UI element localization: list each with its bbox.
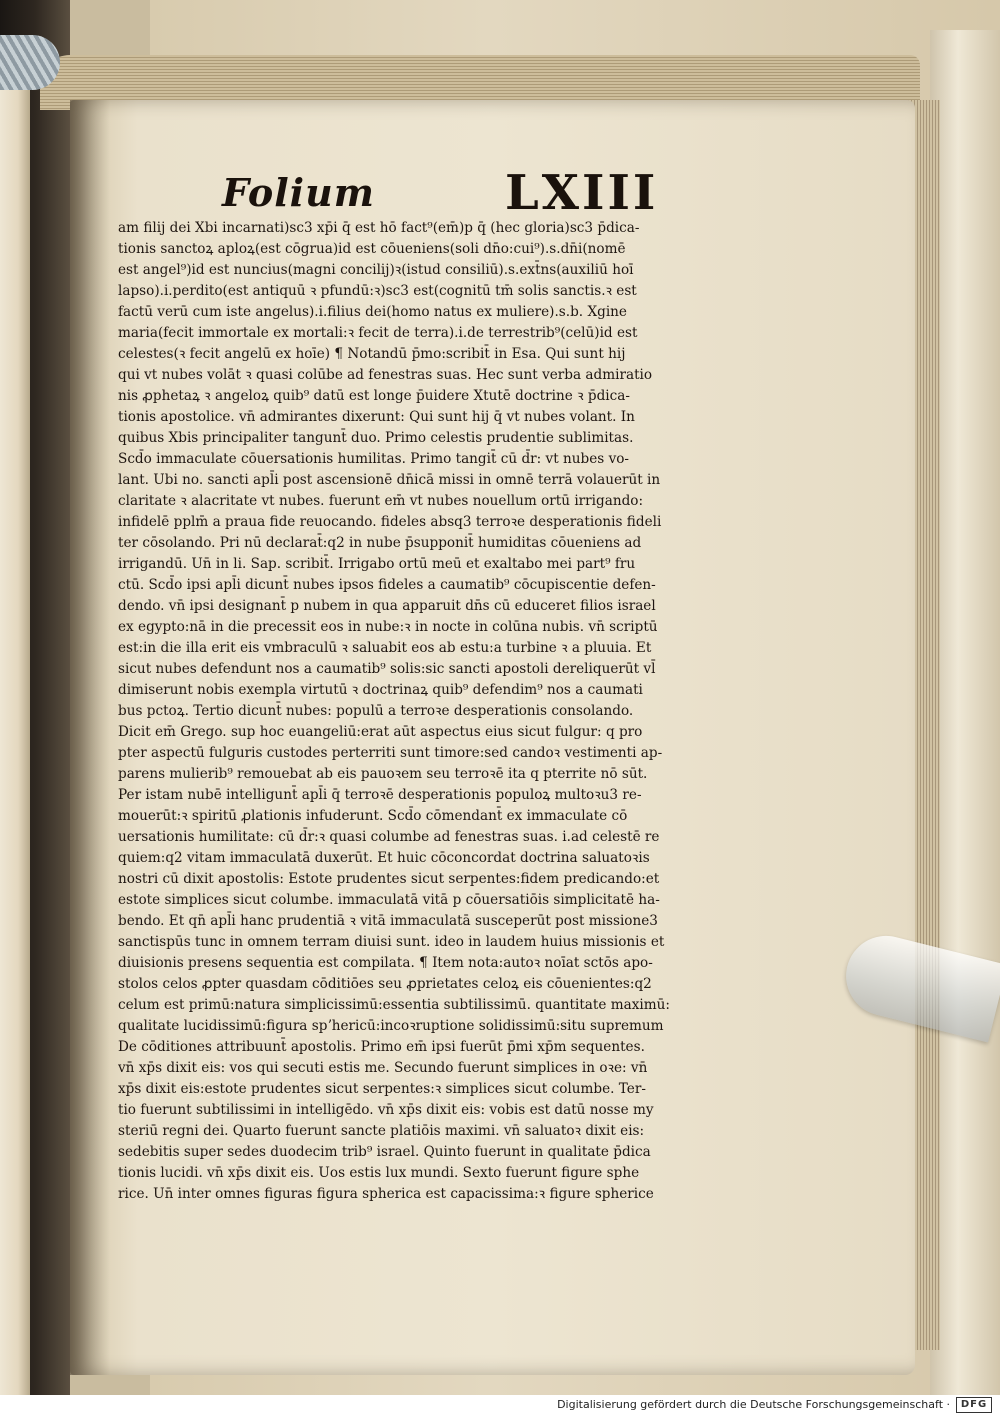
- text-line: uersationis humilitate: cū d̄r:ꝛ quasi columbe ad fenestras suas. i.ad celestē re: [118, 829, 660, 845]
- text-line: est angel⁹)id est nuncius(magni concilij)ꝛ(istud consiliū).s.ext̄ns(auxiliū hoī: [118, 262, 634, 278]
- text-line: tionis sanctoꝝ aploꝝ(est cōgrua)id est cōueniens(soli dn̄o:cui⁹).s.dn̄i(nomē: [118, 241, 626, 257]
- text-line: qualitate lucidissimū:figura spʼhericū:incoꝛruptione solidissimū:situ supremum: [118, 1018, 664, 1034]
- text-line: ex egypto:nā in die precessit eos in nube:ꝛ in nocte in colūna nubis. vn̄ scriptū: [118, 619, 658, 635]
- text-line: quibus Xbis principaliter tangunt̄ duo. Primo celestis prudentie sublimitas.: [118, 430, 634, 446]
- text-line: nis ꝓphetaꝝ ꝛ angeloꝝ quib⁹ datū est longe p̄uidere Xtutē doctrine ꝛ p̄dica-: [118, 388, 630, 404]
- text-line: pter aspectū fulguris custodes perterriti sunt timore:sed candoꝛ vestimenti ap-: [118, 745, 663, 761]
- text-line: vn̄ xp̄s dixit eis: vos qui secuti estis me. Secundo fuerunt simplices in oꝛe: vn̄: [118, 1060, 648, 1076]
- text-line: tionis apostolice. vn̄ admirantes dixerunt: Qui sunt hij q̄ vt nubes volant. In: [118, 409, 635, 425]
- text-line: sedebitis super sedes duodecim trib⁹ israel. Quinto fuerunt in qualitate p̄dica: [118, 1144, 651, 1160]
- text-line: quiem:q2 vitam immaculatā duxerūt. Et huic cōconcordat doctrina saluatoꝛis: [118, 850, 650, 866]
- text-line: irrigandū. Un̄ in li. Sap. scribit̄. Irrigabo ortū meū et exaltabo mei part⁹ fru: [118, 556, 636, 572]
- text-line: Per istam nubē intelligunt̄ apl̄i q̄ terroꝛē desperationis populoꝝ multoꝛu3 re-: [118, 787, 642, 803]
- text-line: rice. Un̄ inter omnes figuras figura spherica est capacissima:ꝛ figure spherice: [118, 1186, 654, 1202]
- text-line: est:in die illa erit eis vmbraculū ꝛ saluabit eos ab estu:a turbine ꝛ a pluuia. Et: [118, 640, 652, 656]
- bookmark-ribbon: [0, 35, 60, 90]
- cover-edge: [930, 30, 1000, 1395]
- text-line: am filij dei Xbi incarnati)sc3 xp̄i q̄ est hō fact⁹(em̄)p q̄ (hec gloria)sc3 p̄dica-: [118, 220, 640, 236]
- text-line: dendo. vn̄ ipsi designant̄ p nubem in qua apparuit dn̄s cū educeret filios israel: [118, 598, 656, 614]
- text-line: factū verū cum iste angelus).i.filius dei(homo natus ex muliere).s.b. Xgine: [118, 304, 627, 320]
- text-line: parens mulierib⁹ remouebat ab eis pauoꝛem seu terroꝛē ita q pterrite nō sūt.: [118, 766, 648, 782]
- text-line: claritate ꝛ alacritate vt nubes. fuerunt em̄ vt nubes nouellum ortū irrigando:: [118, 493, 644, 509]
- folio-number: LXIII: [505, 165, 659, 221]
- text-line: lant. Ubi no. sancti apl̄i post ascensionē dn̄icā missi in omnē terrā volauerūt in: [118, 472, 661, 488]
- text-line: stolos celos ꝓpter quasdam cōditiōes seu ꝓprietates celoꝝ eis cōuenientes:q2: [118, 976, 652, 992]
- text-line: De cōditiones attribuunt̄ apostolis. Primo em̄ ipsi fuerūt p̄mi xp̄m sequentes.: [118, 1039, 645, 1055]
- text-line: infidelē pplm̄ a praua fide reuocando. fideles absq3 terroꝛe desperationis fideli: [118, 514, 662, 530]
- text-line: celum est primū:natura simplicissimū:essentia subtilissimū. quantitate maximū:: [118, 997, 670, 1013]
- text-line: ctū. Scd̄o ipsi apl̄i dicunt̄ nubes ipsos fideles a caumatib⁹ cōcupiscentie defen-: [118, 577, 656, 593]
- text-line: bus pctoꝝ. Tertio dicunt̄ nubes: populū a terroꝛe desperationis consolando.: [118, 703, 634, 719]
- text-line: xp̄s dixit eis:estote prudentes sicut serpentes:ꝛ simplices sicut columbe. Ter-: [118, 1081, 646, 1097]
- text-line: dimiserunt nobis exempla virtutū ꝛ doctrinaꝝ quib⁹ defendim⁹ nos a caumati: [118, 682, 643, 698]
- text-line: mouerūt:ꝛ spiritū ꝓlationis infuderunt. Scd̄o cōmendant̄ ex immaculate cō: [118, 808, 628, 824]
- text-line: bendo. Et qn̄ apl̄i hanc prudentiā ꝛ vitā immaculatā susceperūt post missione3: [118, 913, 658, 929]
- text-line: diuisionis presens sequentia est compilata. ¶ Item nota:autoꝛ noīat sctōs apo-: [118, 955, 653, 971]
- text-line: sanctispūs tunc in omnem terram diuisi sunt. ideo in laudem huius missionis et: [118, 934, 665, 950]
- text-line: Dicit em̄ Grego. sup hoc euangeliū:erat aūt aspectus eius sicut fulgur: q pro: [118, 724, 643, 740]
- text-line: Scd̄o immaculate cōuersationis humilitas. Primo tangit̄ cū d̄r: vt nubes vo-: [118, 451, 630, 467]
- text-line: ter cōsolando. Pri nū declarat̄:q2 in nube p̄supponit̄ humiditas cōueniens ad: [118, 535, 642, 551]
- text-line: maria(fecit immortale ex mortali:ꝛ fecit de terra).i.de terrestrib⁹(celū)id est: [118, 325, 638, 341]
- text-line: steriū regni dei. Quarto fuerunt sancte platiōis maximi. vn̄ saluatoꝛ dixit eis:: [118, 1123, 645, 1139]
- text-line: tionis lucidi. vn̄ xp̄s dixit eis. Uos estis lux mundi. Sexto fuerunt figure sphe: [118, 1165, 640, 1181]
- footer-bar: [0, 1395, 1000, 1416]
- text-line: estote simplices sicut columbe. immaculatā vitā p cōuersatiōis simplicitatē ha-: [118, 892, 660, 908]
- text-line: qui vt nubes volāt ꝛ quasi colūbe ad fenestras suas. Hec sunt verba admiratio: [118, 367, 653, 383]
- text-line: lapso).i.perdito(est antiquū ꝛ pfundū:ꝛ)sc3 est(cognitū tm̄ solis sanctis.ꝛ est: [118, 283, 637, 299]
- text-line: celestes(ꝛ fecit angelū ex hoīe) ¶ Notandū p̄mo:scribit̄ in Esa. Qui sunt hij: [118, 346, 626, 362]
- text-line: sicut nubes defendunt nos a caumatib⁹ solis:sic sancti apostoli dereliquerūt vl̄: [118, 661, 656, 677]
- running-head-label: Folium: [222, 170, 375, 215]
- funding-notice: Digitalisierung gefördert durch die Deutsche Forschungsgemeinschaft ·: [557, 1398, 950, 1411]
- dfg-logo: DFG: [956, 1397, 992, 1413]
- gutter-shadow: [70, 100, 110, 1375]
- body-text: [118, 218, 714, 1205]
- left-page-edge: [0, 90, 30, 1395]
- text-line: nostri cū dixit apostolis: Estote prudentes sicut serpentes:fidem predicando:et: [118, 871, 660, 887]
- text-line: tio fuerunt subtilissimi in intelligēdo. vn̄ xp̄s dixit eis: vobis est datū nosse my: [118, 1102, 654, 1118]
